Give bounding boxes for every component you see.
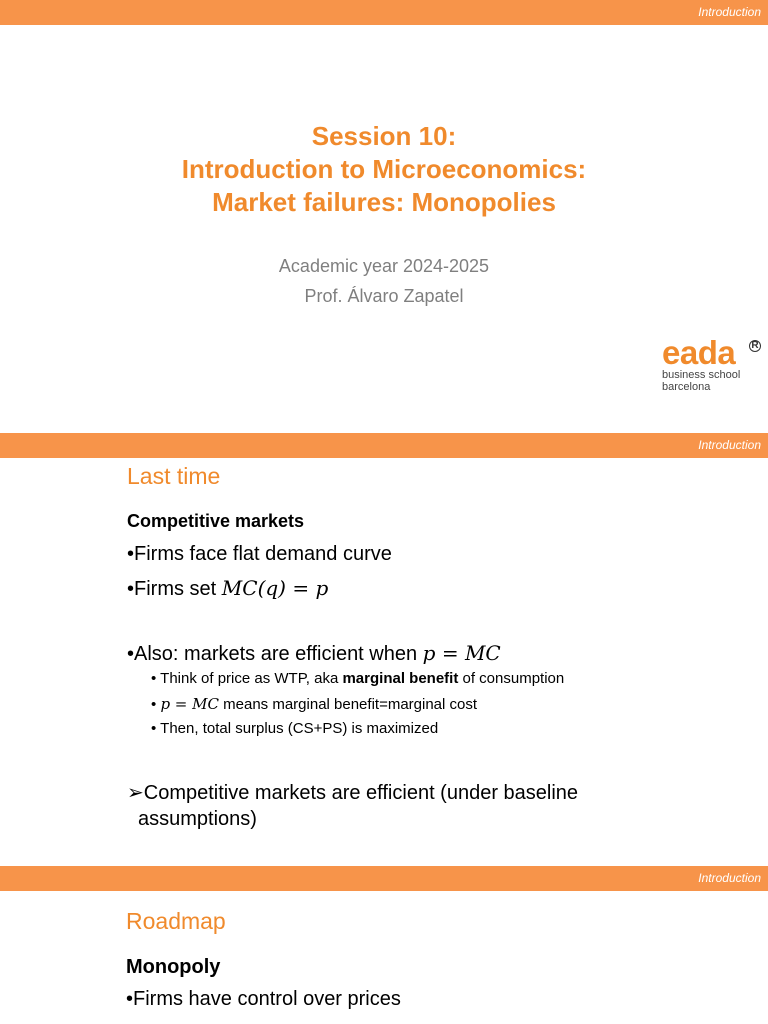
bullet-icon: • (151, 720, 157, 737)
logo-tagline: business school (662, 369, 741, 381)
sub-bullet-item: • p = MC means marginal benefit=marginal cost (151, 695, 478, 713)
header-bar (0, 0, 768, 25)
slide-subtitle (0, 251, 768, 311)
last-time-slide (0, 433, 768, 865)
bullet-icon: • (151, 670, 157, 687)
section-label: Introduction (698, 5, 761, 19)
math-expression: MC(q) = p (221, 576, 329, 600)
academic-year: Academic year 2024-2025 (278, 256, 490, 276)
bullet-item: •Also: markets are efficient when p = MC (127, 641, 501, 665)
conclusion-continued: assumptions) (138, 808, 257, 830)
title-line: Introduction to Microeconomics: (181, 154, 587, 184)
bullet-icon: • (127, 578, 135, 600)
arrow-bullet-icon: ➢ (127, 782, 144, 804)
registered-icon: R (749, 340, 761, 352)
bullet-icon: • (126, 988, 134, 1010)
bullet-item: •Firms set MC(q) = p (127, 576, 329, 600)
slide-heading: Roadmap (126, 908, 226, 934)
bullet-item: •Firms have control over prices (126, 988, 401, 1010)
math-expression: p = MC (422, 641, 501, 665)
slide-heading: Last time (127, 463, 221, 489)
slide-subheading: Monopoly (126, 956, 221, 978)
logo-wordmark: eada (662, 334, 736, 371)
math-expression: p = MC (160, 695, 219, 713)
logo-tagline: barcelona (662, 381, 711, 393)
slide-title (0, 120, 768, 219)
sub-bullet-item: • Then, total surplus (CS+PS) is maximized (151, 720, 439, 737)
title-line: Market failures: Monopolies (212, 187, 556, 217)
title-line: Session 10: (311, 121, 457, 151)
professor-name: Prof. Álvaro Zapatel (304, 286, 464, 306)
header-bar (0, 433, 768, 458)
bullet-icon: • (127, 543, 135, 565)
roadmap-slide (0, 866, 768, 1024)
sub-bullet-item: • Think of price as WTP, aka marginal benefit of consumption (151, 670, 565, 687)
section-label: Introduction (698, 438, 761, 452)
eada-logo (662, 334, 759, 393)
bullet-item: •Firms face flat demand curve (127, 543, 392, 565)
slide-subheading: Competitive markets (127, 511, 305, 531)
bullet-icon: • (127, 643, 135, 665)
header-bar (0, 866, 768, 891)
title-slide (0, 0, 768, 432)
section-label: Introduction (698, 871, 761, 885)
conclusion: ➢Competitive markets are efficient (under baseline (127, 782, 579, 804)
bullet-icon: • (151, 696, 157, 713)
